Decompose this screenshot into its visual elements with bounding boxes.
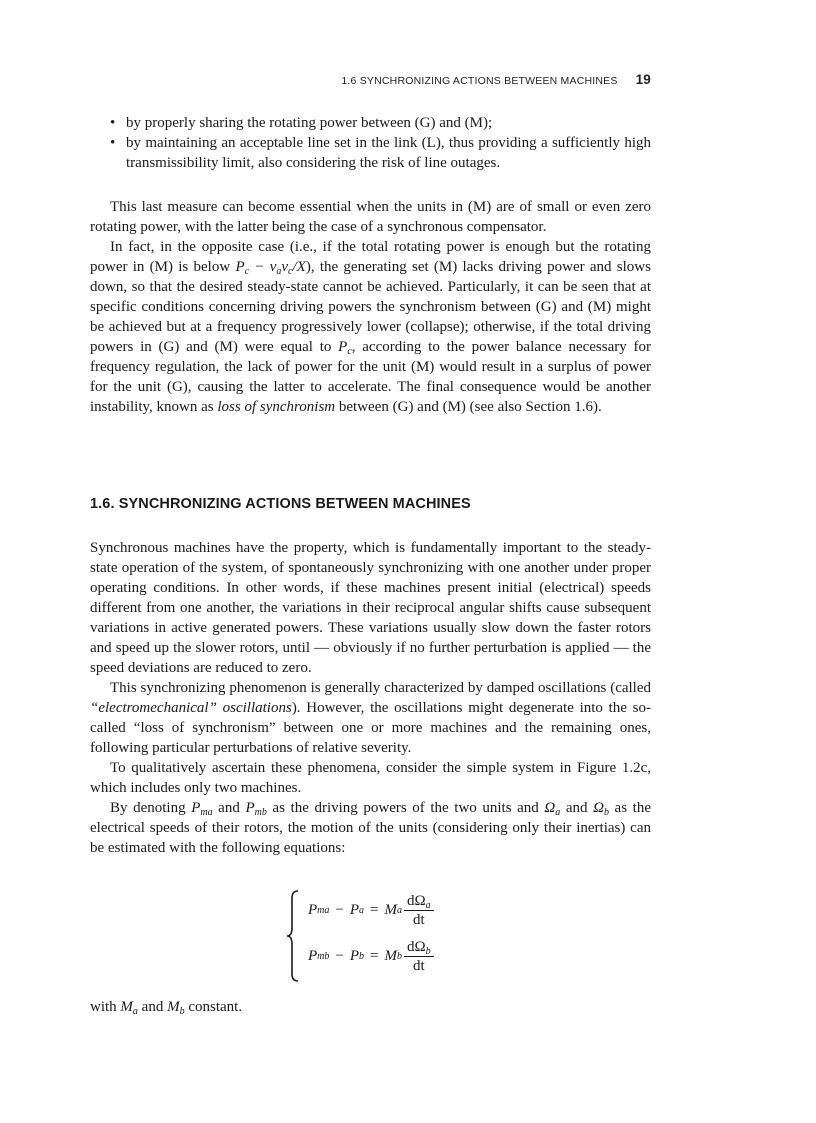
section-heading: 1.6. SYNCHRONIZING ACTIONS BETWEEN MACHINES xyxy=(90,496,471,512)
bullet-list xyxy=(90,113,651,173)
running-title: 1.6 SYNCHRONIZING ACTIONS BETWEEN MACHINES xyxy=(341,75,618,87)
paragraph: By denoting $P_{ma}$ and $P_{mb}$ as the driving powers of the two units and $\Omega_a$ and $\Omega_b$ as the electrical speeds of their rotors, the motion of the units (considering only their inertias) can be estimated with the following equations: xyxy=(90,800,651,856)
paragraph: In fact, in the opposite case (i.e., if the total rotating power is enough but the rotating power in (M) is below $P_c - v_av_c/X$), the generating set (M) lacks driving power and slows down, so that the desired steady-state cannot be achieved. Particularly, it can be seen that at specific conditions concerning driving powers the synchronism between (G) and (M) might be achieved but at a frequency progressively lower (collapse); otherwise, if the total driving powers in (G) and (M) were equal to $P_c$, according to the power balance necessary for frequency regulation, the lack of power for the unit (M) would result in a surplus of power for the unit (G), causing the latter to accelerate. The final consequence would be another instability, known as loss of synchronism between (G) and (M) (see also Section 1.6). xyxy=(90,239,652,415)
brace-icon xyxy=(286,890,300,982)
bullet-icon: • xyxy=(110,115,116,131)
fraction: $\frac{d\Omega_a}{dt}$ xyxy=(404,892,434,929)
closing-line: with $M_a$ and $M_b$ constant. xyxy=(90,999,243,1017)
fraction: $\frac{d\Omega_b}{dt}$ xyxy=(404,938,434,975)
list-item: • by maintaining an acceptable line set in the link (L), thus providing a sufficiently high transmissibility limit, also considering the risk of line outages. xyxy=(110,135,651,171)
paragraph: To qualitatively ascertain these phenomena, consider the simple system in Figure 1.2c, which includes only two machines. xyxy=(90,760,651,796)
section-body xyxy=(90,538,651,858)
paragraph: Synchronous machines have the property, which is fundamentally important to the steady-state operation of the system, of spontaneously synchronizing with one another under proper operating conditions. In other words, if these machines present initial (electrical) speeds different from one another, the variations in their reciprocal angular shifts cause subsequent variations in active generated powers. These variations usually slow down the faster rotors and speed up the slower rotors, until — obviously if no further perturbation is applied — the speed deviations are reduced to zero. xyxy=(90,540,651,676)
page-number: 19 xyxy=(635,72,651,87)
equation-system xyxy=(286,888,486,984)
bullet-icon: • xyxy=(110,135,116,151)
list-item: • by properly sharing the rotating power between (G) and (M); xyxy=(110,115,493,131)
intro-paragraphs xyxy=(90,197,651,417)
running-header xyxy=(341,72,651,87)
paragraph: This last measure can become essential when the units in (M) are of small or even zero rotating power, with the latter being the case of a synchronous compensator. xyxy=(90,199,651,235)
equation-row: P ma − P a = M a $\frac{d\Omega_a}{dt}$ xyxy=(308,892,434,929)
paragraph: This synchronizing phenomenon is generally characterized by damped oscillations (called “electromechanical” oscillations). However, the oscillations might degenerate into the so-called “loss of synchronism” between one or more machines and the remaining ones, following particular perturbations of relative severity. xyxy=(90,680,651,756)
equation-row: P mb − P b = M b $\frac{d\Omega_b}{dt}$ xyxy=(308,938,434,975)
